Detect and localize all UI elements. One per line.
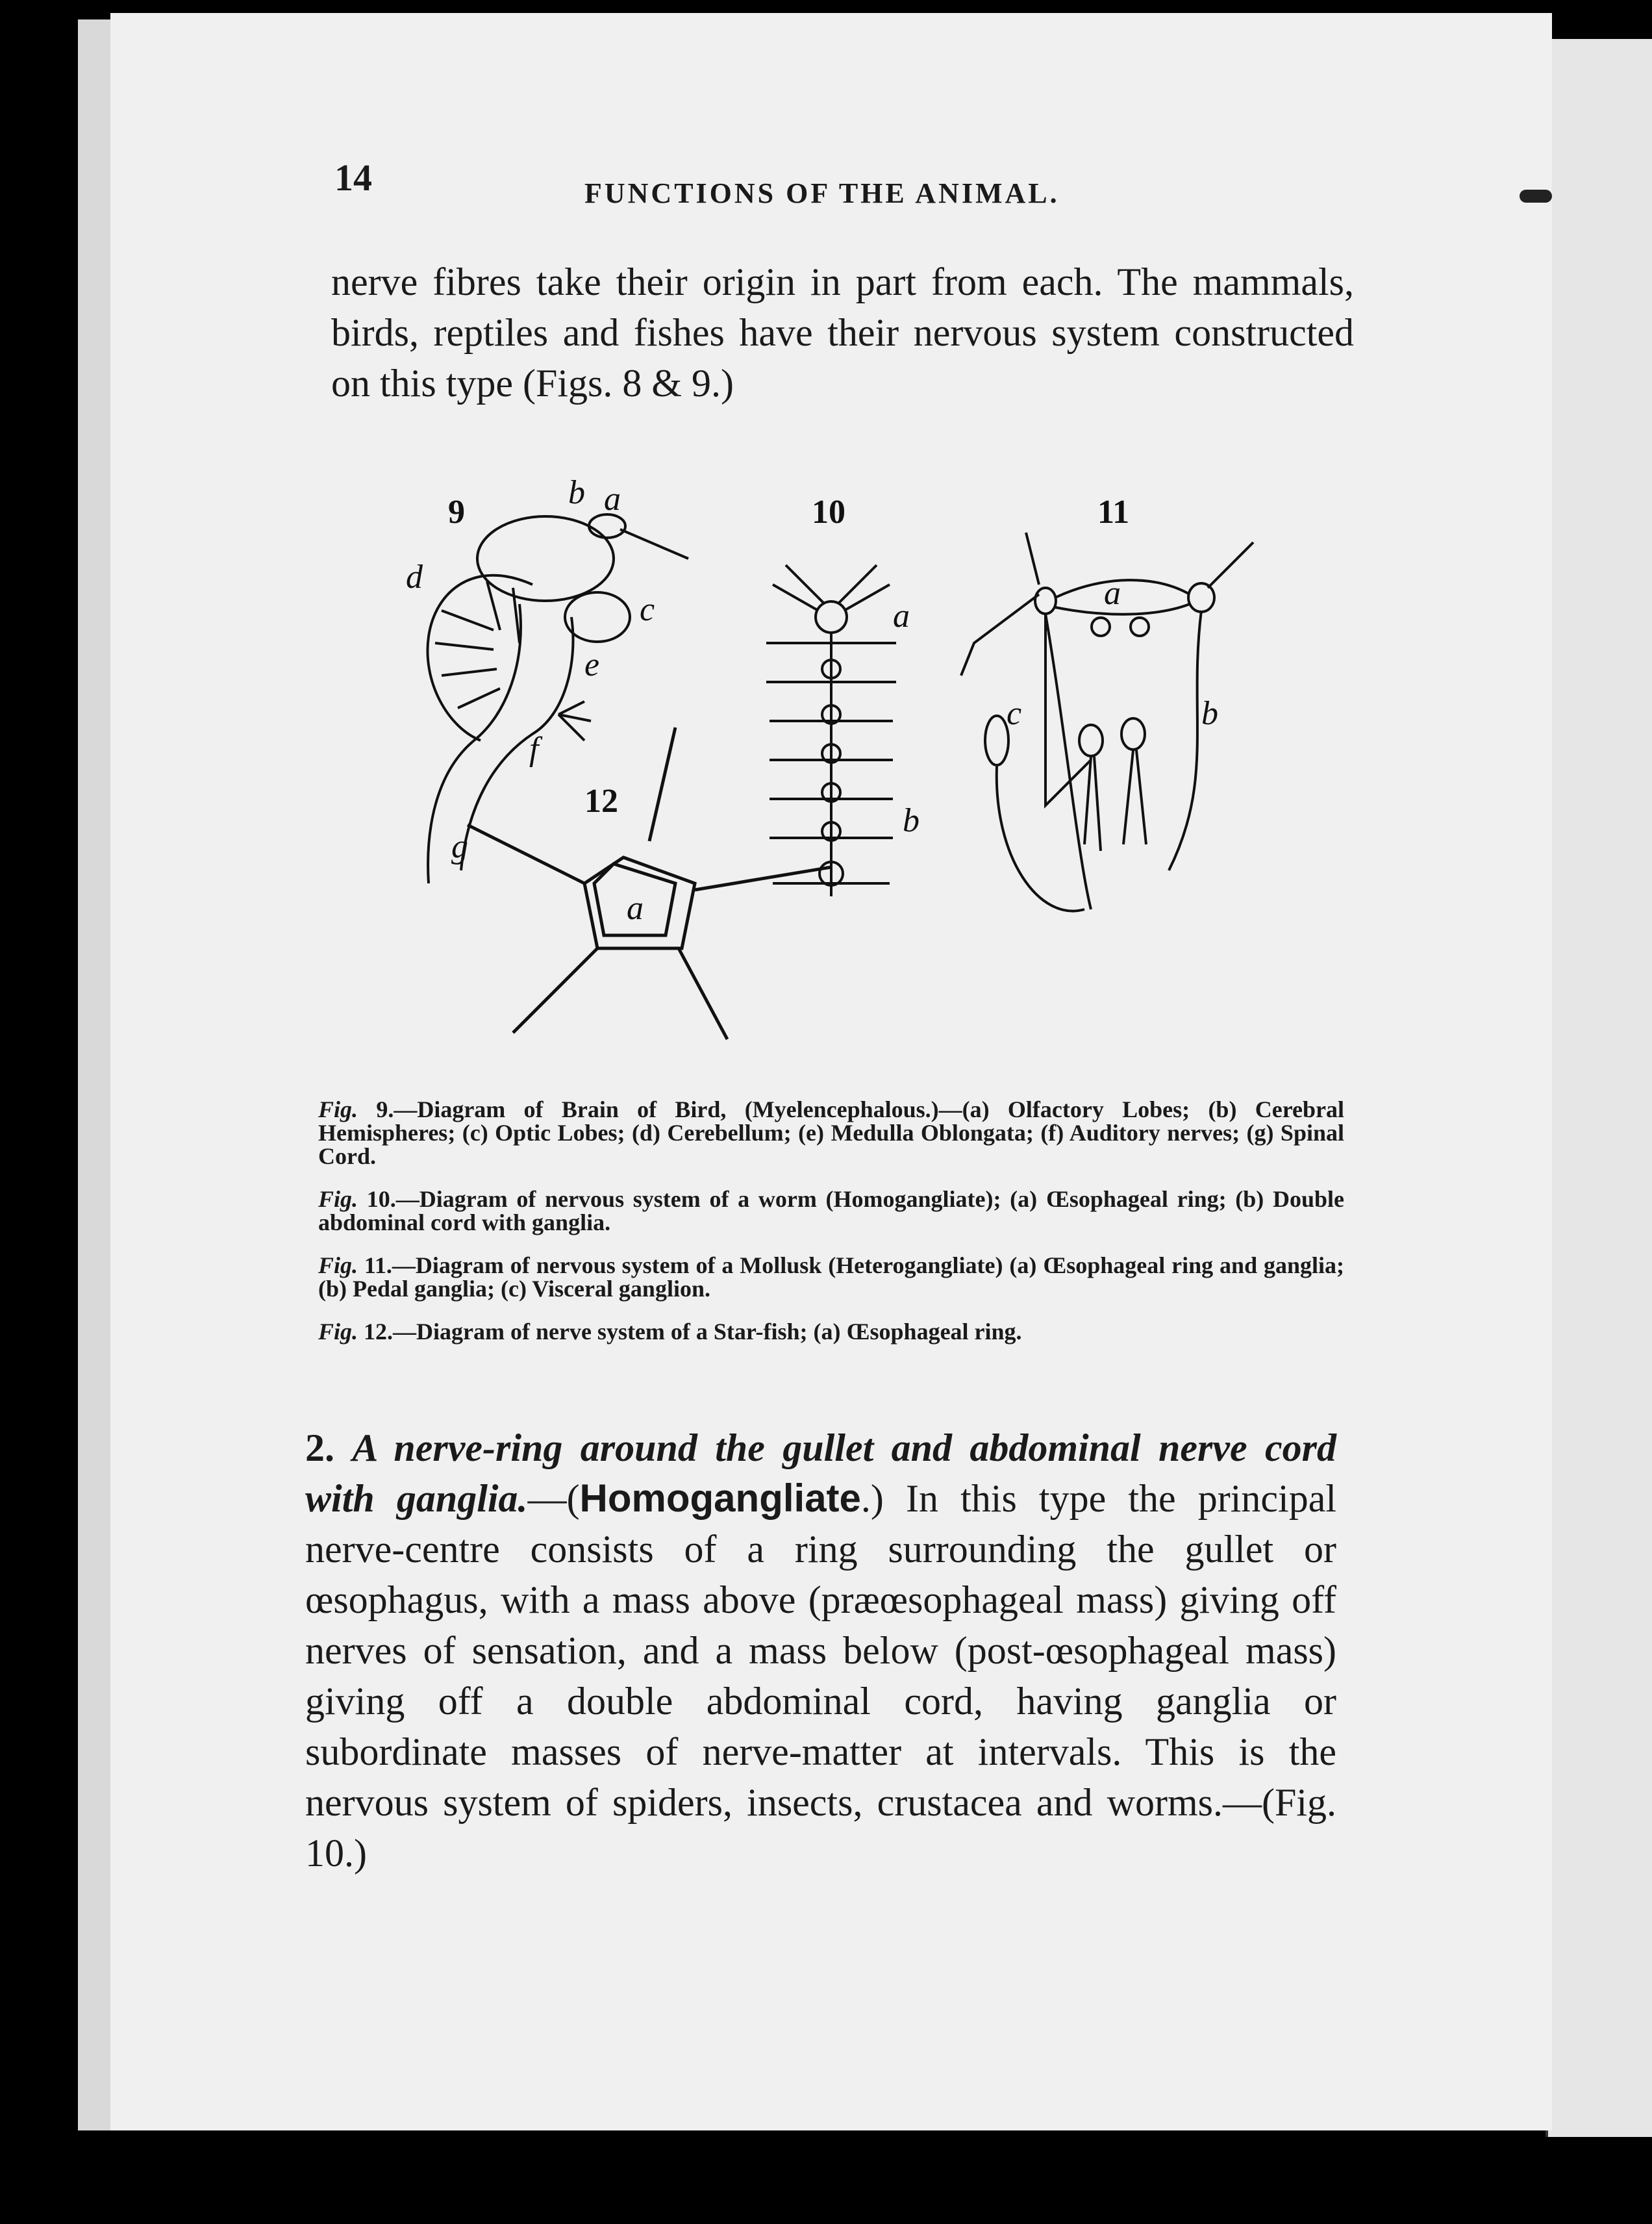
fig9-label-c: c: [640, 591, 655, 628]
fig12-label-a: a: [627, 890, 644, 927]
fig9-label-e: e: [584, 646, 600, 683]
fig10-label-b: b: [903, 802, 920, 839]
fig9-number: 9: [448, 494, 465, 531]
page-number: 14: [334, 157, 372, 199]
section-body: In this type the principal nerve-centre consists of a ring surrounding the gullet or œsophagus, with a mass above (præœsophageal mass) giving off nerves of sensation, and a mass below (post-œsophageal mass) giving off a double abdominal cord, having ganglia or subordinate masses of nerve-matter at intervals. This is the nervous system of spiders, insects, crustacea and worms.—(Fig. 10.): [305, 1477, 1337, 1875]
section-close: .): [860, 1477, 884, 1520]
fig9-label-a: a: [604, 481, 621, 518]
caption-fig12: Fig. 12.—Diagram of nerve system of a Star-fish; (a) Œsophageal ring.: [318, 1319, 1022, 1345]
nervous-system-diagrams: [390, 468, 1299, 1065]
intro-paragraph: nerve fibres take their origin in part from each. The mammals, birds, reptiles and fishes have their nervous system constructed on this type (Figs. 8 & 9.): [331, 260, 1354, 405]
section-term: Homogangliate: [579, 1476, 861, 1520]
running-head: FUNCTIONS OF THE ANIMAL.: [584, 177, 1060, 209]
fig11-number: 11: [1097, 494, 1130, 531]
fig10-worm-drawing: [766, 565, 896, 896]
fig9-label-d: d: [406, 559, 423, 596]
fig11-label-a: a: [1104, 575, 1121, 612]
fig9-label-b: b: [568, 474, 585, 511]
caption-fig11: Fig. 11.—Diagram of nervous system of a Mollusk (Heterogangliate) (a) Œsophageal ring and ganglia; (b) Pedal ganglia; (c) Visceral ganglion.: [318, 1252, 1344, 1302]
section-heading: A nerve-ring around the gullet and abdominal nerve cord with ganglia.: [305, 1426, 1337, 1520]
caption-fig9: Fig. 9.—Diagram of Brain of Bird, (Myelencephalous.)—(a) Olfactory Lobes; (b) Cerebral Hemispheres; (c) Optic Lobes; (d) Cerebellum; (e) Medulla Oblongata; (f) Auditory nerves; (g) Spinal Cord.: [318, 1096, 1345, 1169]
section-number: 2.: [305, 1426, 334, 1469]
fig10-number: 10: [812, 494, 845, 531]
facing-page-edge: [1546, 39, 1652, 2137]
section-2-paragraph: [305, 1422, 1336, 1878]
fig9-label-g: g: [451, 828, 468, 865]
fig11-label-c: c: [1007, 695, 1022, 732]
section-dash: —(: [527, 1477, 580, 1520]
binding-mark: [1520, 190, 1552, 203]
figure-captions: [318, 1098, 1344, 1363]
fig9-label-f: f: [529, 731, 539, 768]
fig11-label-b: b: [1201, 695, 1218, 732]
fig12-number: 12: [584, 783, 618, 820]
caption-fig10: Fig. 10.—Diagram of nervous system of a worm (Homogangliate); (a) Œsophageal ring; (b) Double abdominal cord with ganglia.: [318, 1186, 1345, 1235]
fig10-label-a: a: [893, 598, 910, 635]
